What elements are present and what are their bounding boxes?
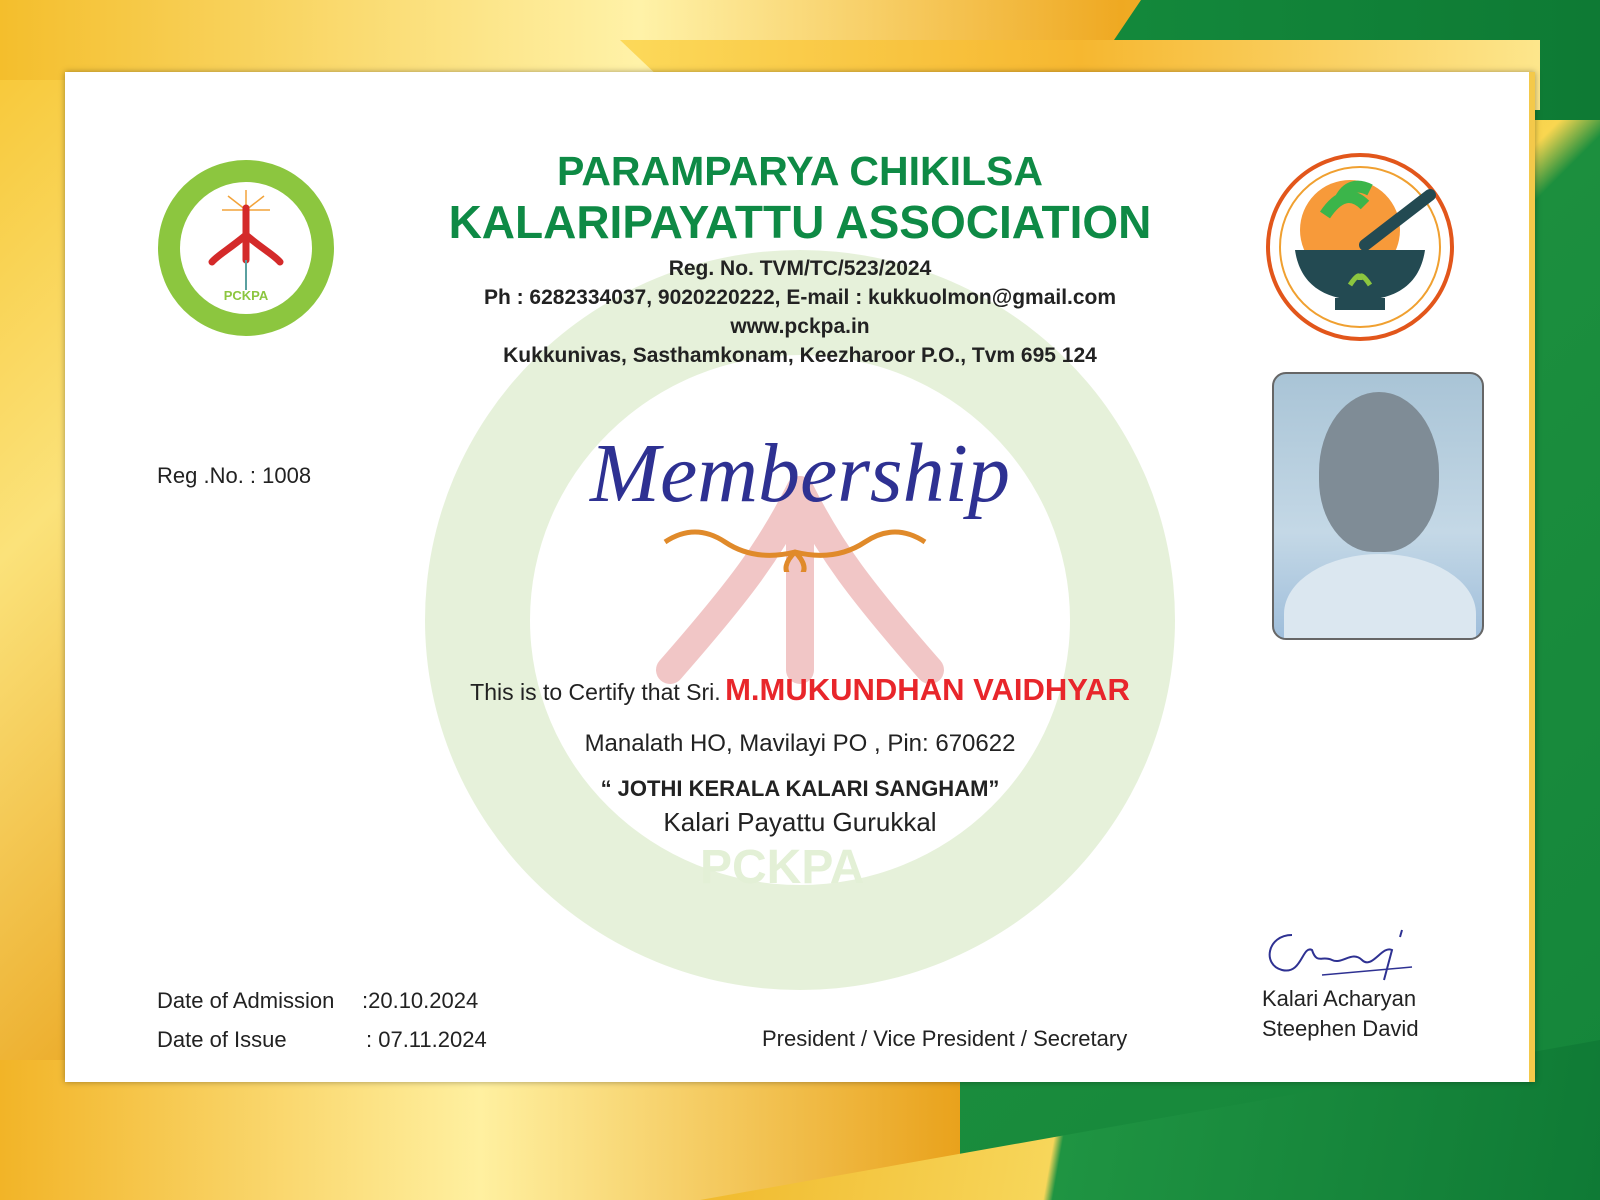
admission-label: Date of Admission <box>157 988 335 1013</box>
mortar-pestle-logo <box>1265 150 1460 345</box>
member-role: Kalari Payattu Gurukkal <box>663 807 937 837</box>
signatory-title: Kalari Acharyan <box>1262 986 1417 1011</box>
org-reg-no: Reg. No. TVM/TC/523/2024 <box>668 257 932 280</box>
certify-prefix: This is to Certify that Sri. <box>470 679 721 705</box>
signatory-name: Steephen David <box>1262 1016 1419 1041</box>
issue-date: : 07.11.2024 <box>366 1027 487 1052</box>
association-logo <box>158 160 334 336</box>
ornament-flourish <box>655 522 935 572</box>
org-address: Kukkunivas, Sasthamkonam, Keezharoor P.O., Tvm 695 124 <box>503 344 1097 367</box>
certificate-title: Membership <box>590 427 1010 520</box>
org-contact: Ph : 6282334037, 9020220222, E-mail : kukkuolmon@gmail.com <box>483 286 1117 309</box>
signatory-roles: President / Vice President / Secretary <box>762 1026 1128 1051</box>
admission-date: :20.10.2024 <box>362 988 479 1013</box>
member-reg-no: Reg .No. : 1008 <box>157 463 312 488</box>
signature <box>1262 925 1422 983</box>
org-name-line1: PARAMPARYA CHIKILSA <box>557 148 1043 194</box>
kalari-figure-icon <box>208 190 284 300</box>
member-address: Manalath HO, Mavilayi PO , Pin: 670622 <box>584 730 1016 757</box>
logo-abbr: PCKPA <box>223 288 269 303</box>
certify-line <box>0 672 1600 708</box>
watermark-abbr: PCKPA <box>700 841 865 894</box>
member-photo <box>1272 372 1484 640</box>
issue-label: Date of Issue <box>157 1027 287 1052</box>
org-website[interactable]: www.pckpa.in <box>730 315 870 338</box>
org-name-line2: KALARIPAYATTU ASSOCIATION <box>448 196 1152 248</box>
member-sangham: “ JOTHI KERALA KALARI SANGHAM” <box>600 776 1000 801</box>
member-name: M.MUKUNDHAN VAIDHYAR <box>725 672 1130 707</box>
